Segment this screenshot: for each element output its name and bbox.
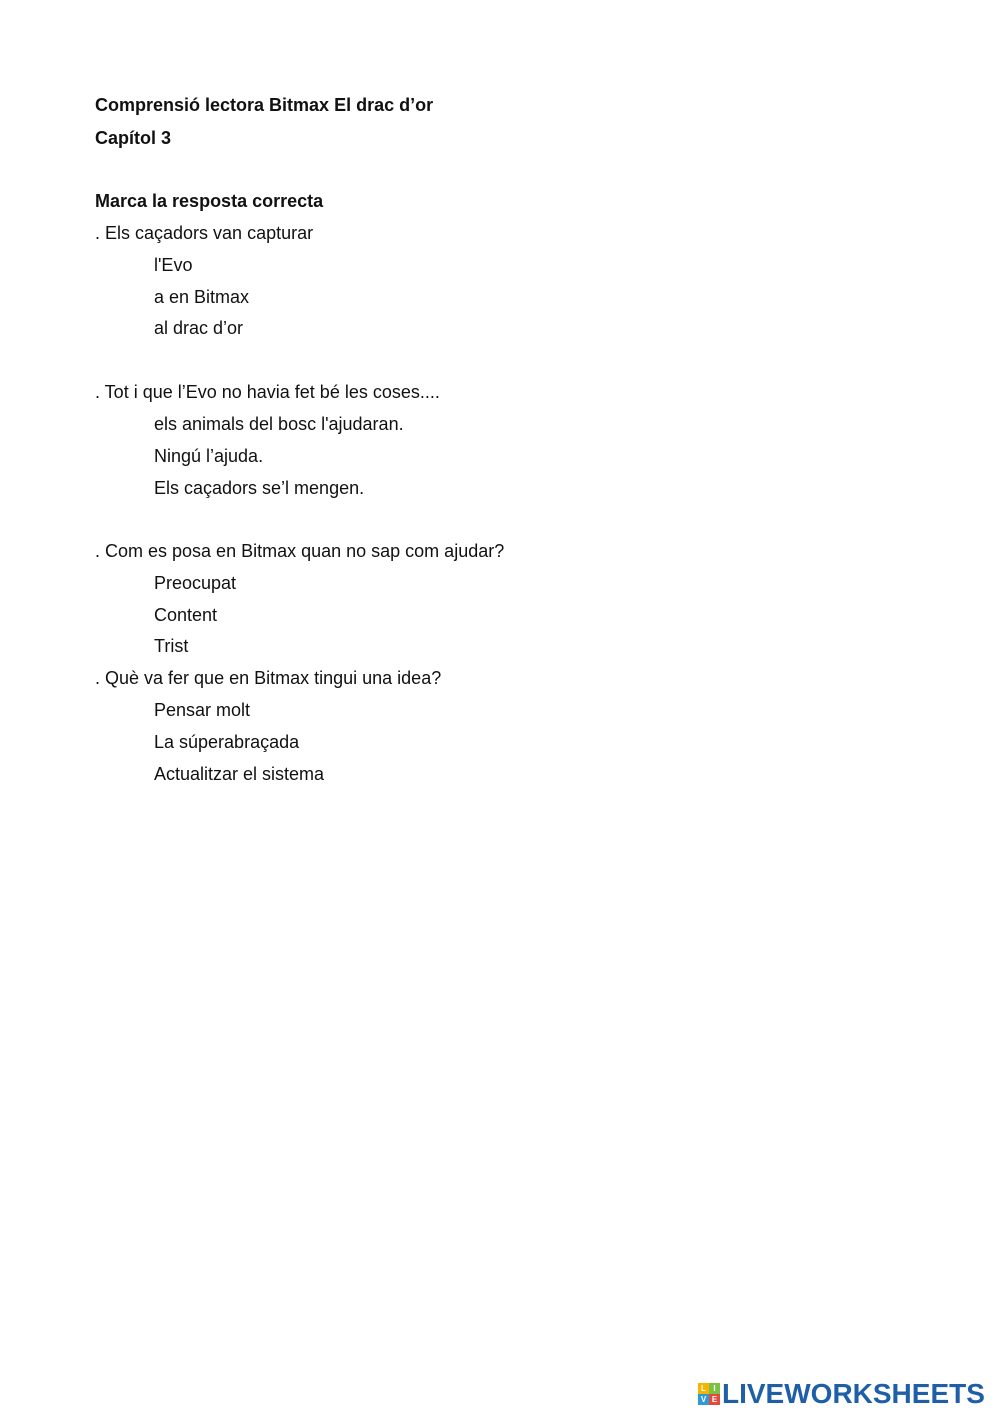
question-4-option-1[interactable]: Pensar molt (154, 700, 251, 720)
question-3-option-2[interactable]: Content (154, 605, 218, 625)
chapter-heading: Capítol 3 (95, 128, 172, 148)
question-3: . Com es posa en Bitmax quan no sap com ajudar? (95, 541, 505, 561)
question-3-option-3[interactable]: Trist (154, 636, 189, 656)
question-1-option-2[interactable]: a en Bitmax (154, 287, 250, 307)
question-2-option-3[interactable]: Els caçadors se’l mengen. (154, 478, 365, 498)
instruction-heading: Marca la resposta correcta (95, 191, 324, 211)
question-2-option-2[interactable]: Ningú l’ajuda. (154, 446, 264, 466)
liveworksheets-logo-icon: L I V E (698, 1383, 720, 1405)
liveworksheets-logo (698, 1378, 985, 1410)
question-2: . Tot i que l’Evo no havia fet bé les coses.... (95, 382, 440, 402)
page-title: Comprensió lectora Bitmax El drac d’or (95, 95, 434, 115)
question-1-option-3[interactable]: al drac d’or (154, 318, 244, 338)
liveworksheets-brand-text: LIVEWORKSHEETS (722, 1378, 985, 1409)
question-4-option-3[interactable]: Actualitzar el sistema (154, 764, 325, 784)
question-2-option-1[interactable]: els animals del bosc l'ajudaran. (154, 414, 404, 434)
question-3-option-1[interactable]: Preocupat (154, 573, 237, 593)
question-4-option-2[interactable]: La súperabraçada (154, 732, 300, 752)
question-1-option-1[interactable]: l'Evo (154, 255, 193, 275)
question-4: . Què va fer que en Bitmax tingui una idea? (95, 668, 442, 688)
question-1: . Els caçadors van capturar (95, 223, 314, 243)
